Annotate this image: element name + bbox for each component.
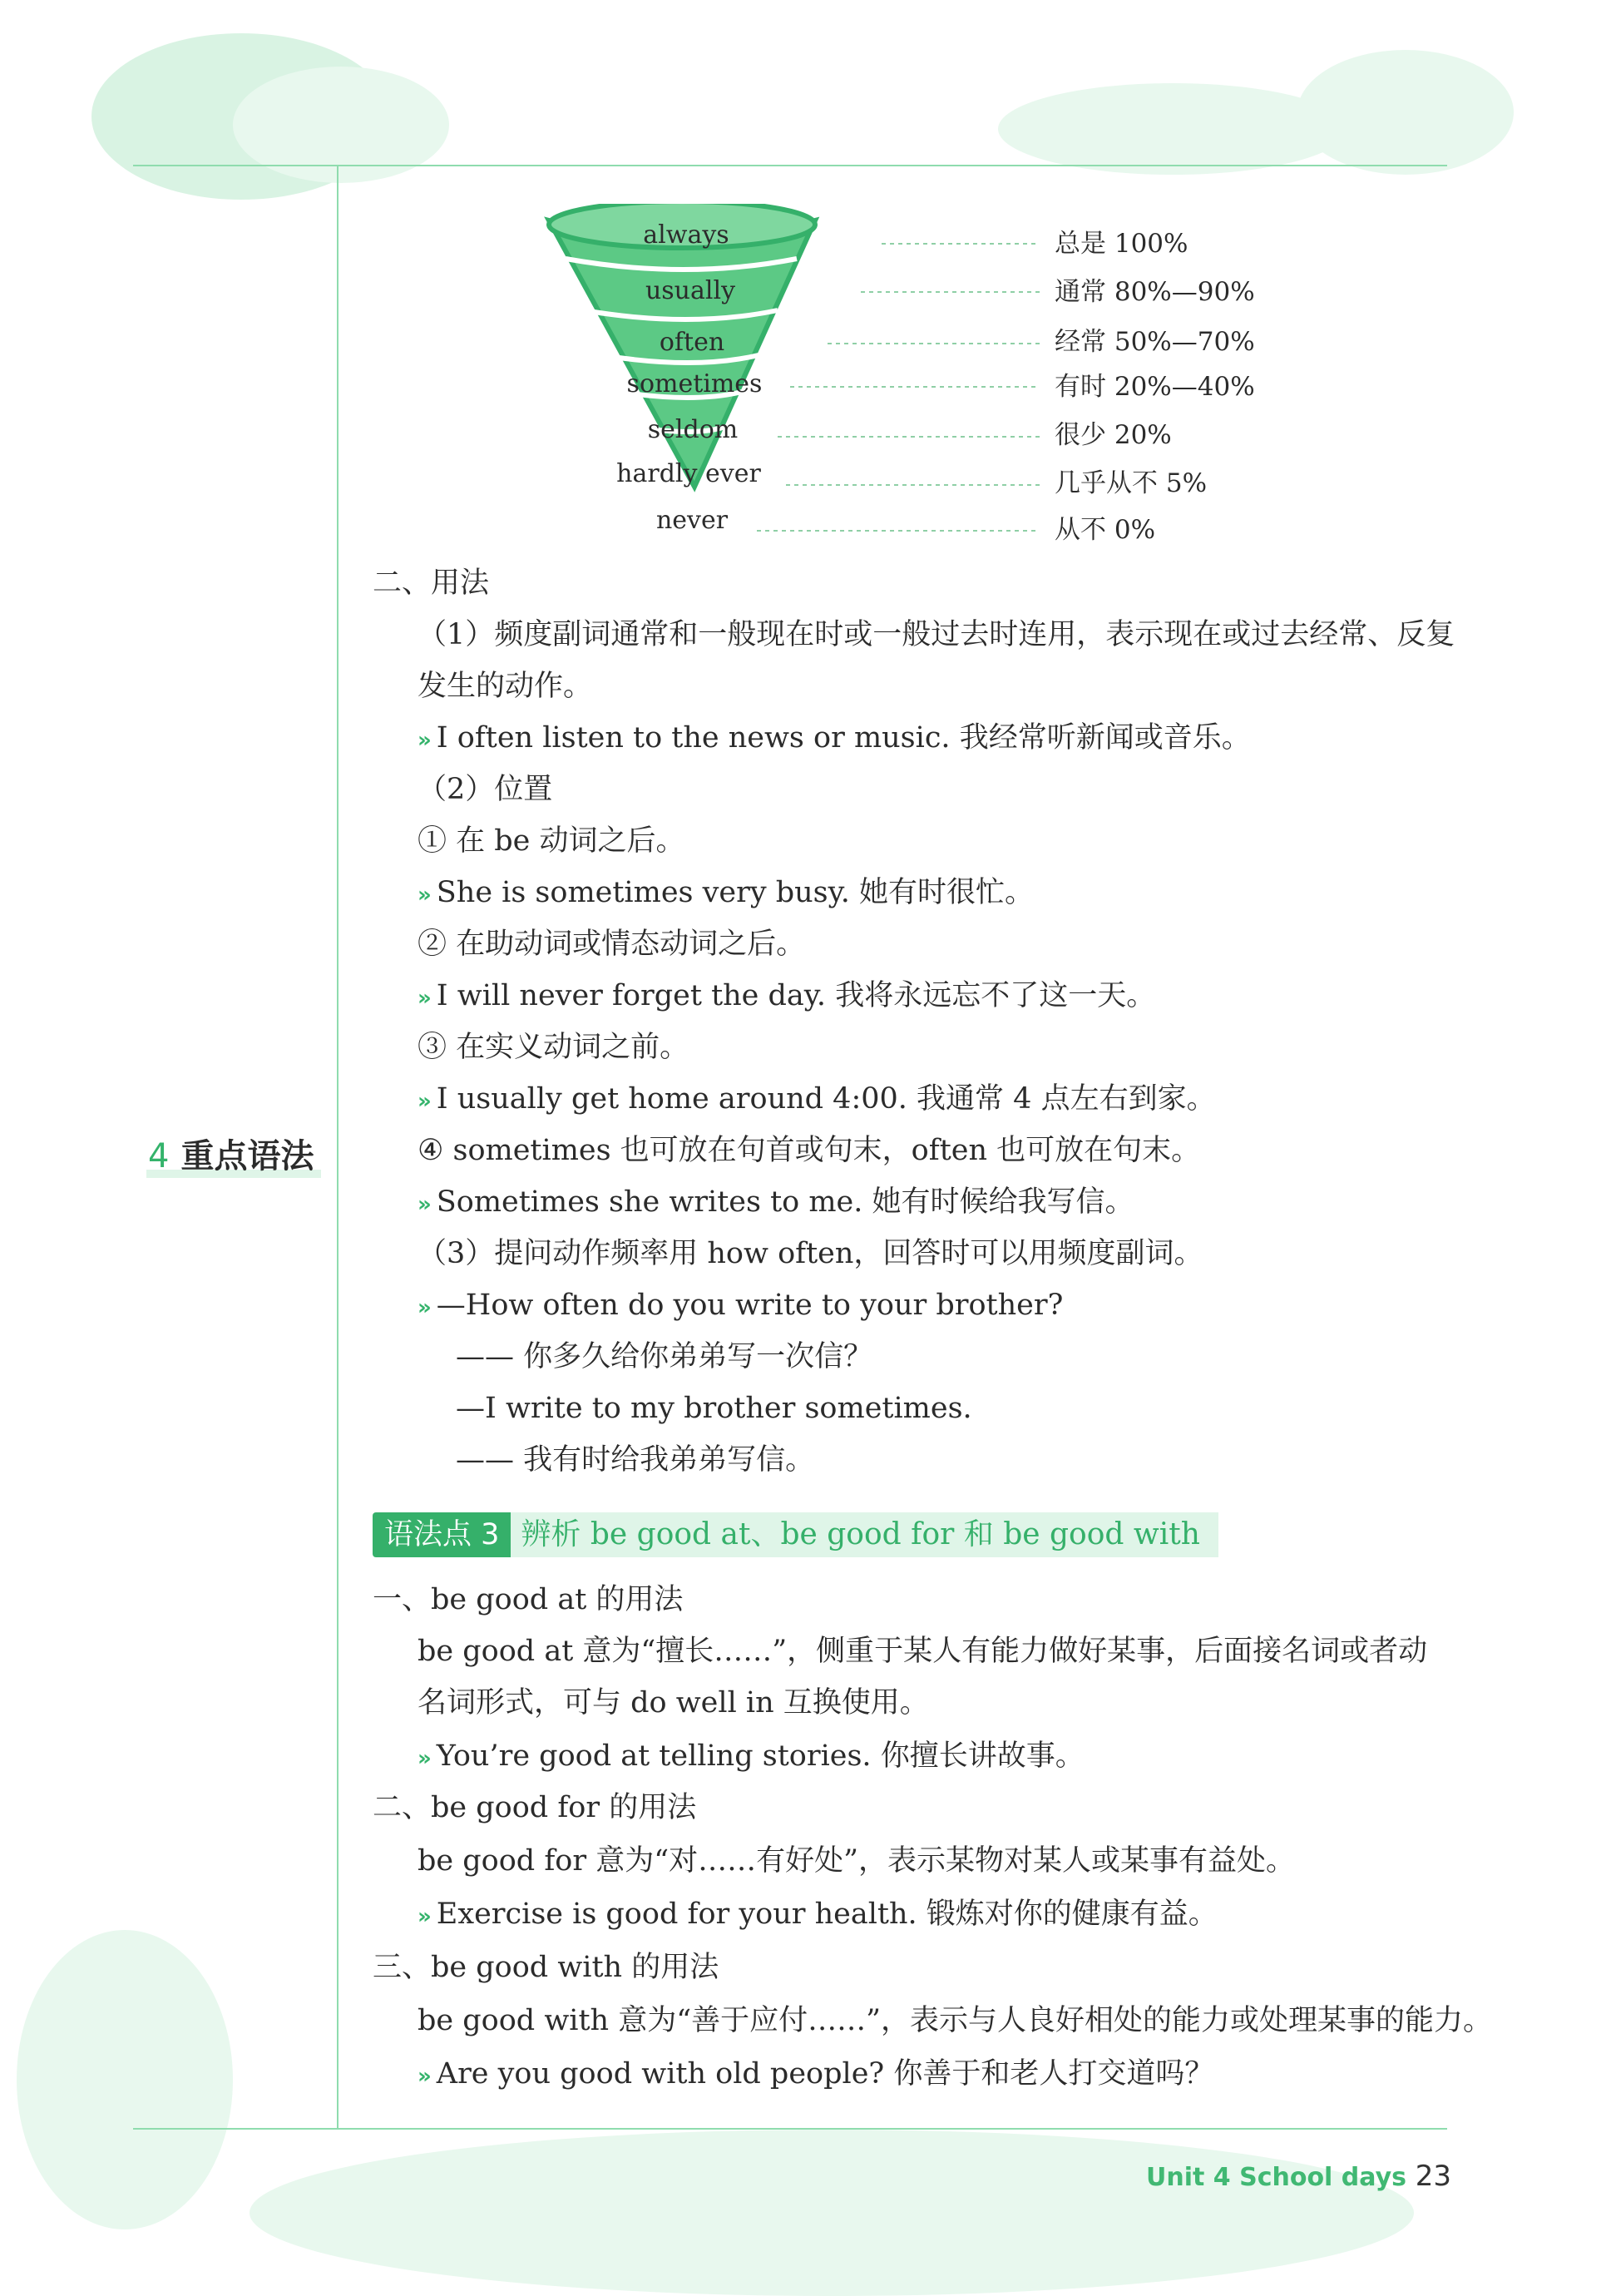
example-zh: 我通常 4 点左右到家。 <box>917 1082 1216 1116</box>
footer-unit <box>1146 2163 1406 2192</box>
example-zh: 你善于和老人打交道吗？ <box>893 2057 1214 2091</box>
usage-point-1-cont: 发生的动作。 <box>418 670 593 703</box>
dialogue-1: —How often do you write to your brother? <box>436 1289 1064 1322</box>
frequency-funnel-diagram <box>532 204 1281 553</box>
example-zh: 我将永远忘不了这一天。 <box>835 979 1156 1012</box>
example-zh: 你擅长讲故事。 <box>880 1739 1085 1773</box>
good-at-desc: be good at 意为“擅长……”，侧重于某人有能力做好某事，后面接名词或者动 <box>418 1635 1428 1668</box>
example-zh: 她有时很忙。 <box>859 876 1035 909</box>
funnel-word-sometimes: sometimes <box>626 369 763 398</box>
decor-cloud-top-right <box>998 83 1347 175</box>
funnel-word-hardly-ever: hardly ever <box>616 459 761 488</box>
funnel-meaning-hardly-ever: 几乎从不 5% <box>1055 468 1208 498</box>
good-with-desc: be good with 意为“善于应付……”，表示与人良好相处的能力或处理某事的能力。 <box>418 2004 1492 2037</box>
example-en: Sometimes she writes to me. <box>436 1185 863 1219</box>
bottom-rule <box>133 2128 1447 2130</box>
position-3: ③ 在实义动词之前。 <box>418 1031 689 1064</box>
dialogue-2-zh: —— 我有时给我弟弟写信。 <box>456 1443 815 1477</box>
example-en: I will never forget the day. <box>436 979 827 1012</box>
good-with-heading: 三、be good with 的用法 <box>373 1951 719 1984</box>
funnel-meaning-usually: 通常 80%—90% <box>1055 277 1255 307</box>
example-line <box>418 1183 1134 1224</box>
dialogue-2: —I write to my brother sometimes. <box>456 1392 972 1425</box>
example-line <box>418 1080 1216 1121</box>
funnel-meaning-seldom: 很少 20% <box>1055 420 1172 450</box>
funnel-word-never: never <box>655 506 729 535</box>
example-line <box>418 2055 1213 2096</box>
position-4: ④ sometimes 也可放在句首或句末，often 也可放在句末。 <box>418 1134 1201 1167</box>
example-line <box>418 1895 1218 1936</box>
usage-point-1: （1）频度副词通常和一般现在时或一般过去时连用，表示现在或过去经常、反复 <box>418 618 1455 651</box>
good-for-desc: be good for 意为“对……有好处”，表示某物对某人或某事有益处。 <box>418 1844 1295 1878</box>
top-rule <box>133 165 1447 166</box>
usage-point-2: （2）位置 <box>418 773 553 806</box>
example-en: I usually get home around 4:00. <box>436 1082 907 1116</box>
dialogue-1-zh: —— 你多久给你弟弟写一次信？ <box>456 1340 873 1373</box>
funnel-meaning-often: 经常 50%—70% <box>1055 327 1255 357</box>
example-line <box>418 873 1034 914</box>
decor-cloud-bottom <box>250 2130 1414 2296</box>
example-en: Exercise is good for your health. <box>436 1898 917 1931</box>
example-arrow-icon: » <box>418 1089 428 1114</box>
side-label <box>148 1130 314 1177</box>
example-zh: 她有时候给我写信。 <box>872 1185 1134 1219</box>
example-arrow-icon: » <box>418 1904 428 1929</box>
funnel-meaning-sometimes: 有时 20%—40% <box>1055 372 1255 402</box>
example-line <box>418 1286 1063 1327</box>
example-zh: 锻炼对你的健康有益。 <box>926 1898 1218 1931</box>
funnel-word-often: often <box>659 328 725 357</box>
decor-cloud-bottom-left <box>17 1930 233 2229</box>
example-arrow-icon: » <box>418 1192 428 1217</box>
grammar-point-banner <box>373 1512 1218 1557</box>
usage-point-3: （3）提问动作频率用 how often，回答时可以用频度副词。 <box>418 1237 1203 1270</box>
example-line <box>418 977 1155 1017</box>
footer-unit-text: Unit 4 School days <box>1145 2163 1406 2192</box>
example-line <box>418 1737 1085 1778</box>
good-at-desc-cont: 名词形式，可与 do well in 互换使用。 <box>418 1686 929 1720</box>
position-2: ② 在助动词或情态动词之后。 <box>418 928 806 961</box>
example-arrow-icon: » <box>418 1295 428 1320</box>
example-arrow-icon: » <box>418 986 428 1011</box>
page-number: 23 <box>1415 2160 1451 2193</box>
usage-heading: 二、用法 <box>373 567 490 600</box>
funnel-meaning-always: 总是 100% <box>1055 229 1188 259</box>
example-arrow-icon: » <box>418 2064 428 2089</box>
example-en: I often listen to the news or music. <box>436 721 951 755</box>
example-line <box>418 719 1251 760</box>
funnel-meaning-never: 从不 0% <box>1055 515 1156 545</box>
position-1: ① 在 be 动词之后。 <box>418 824 685 858</box>
example-arrow-icon: » <box>418 883 428 908</box>
example-zh: 我经常听新闻或音乐。 <box>959 721 1251 755</box>
example-en: She is sometimes very busy. <box>436 876 850 909</box>
example-arrow-icon: » <box>418 728 428 753</box>
good-at-heading: 一、be good at 的用法 <box>373 1583 684 1616</box>
side-divider <box>337 165 338 2128</box>
example-arrow-icon: » <box>418 1746 428 1771</box>
decor-cloud-top-right-2 <box>1297 50 1514 175</box>
funnel-word-usually: usually <box>645 276 736 305</box>
funnel-word-seldom: seldom <box>647 415 739 444</box>
side-label-text: 重点语法 <box>180 1137 314 1175</box>
good-for-heading: 二、be good for 的用法 <box>373 1791 697 1824</box>
grammar-point-title: 辨析 be good at、be good for 和 be good with <box>511 1512 1218 1557</box>
example-en: You’re good at telling stories. <box>436 1739 872 1773</box>
funnel-word-always: always <box>643 220 729 250</box>
side-label-number: 4 <box>148 1137 170 1175</box>
grammar-point-tag: 语法点 3 <box>373 1512 511 1557</box>
example-en: Are you good with old people? <box>436 2057 885 2091</box>
